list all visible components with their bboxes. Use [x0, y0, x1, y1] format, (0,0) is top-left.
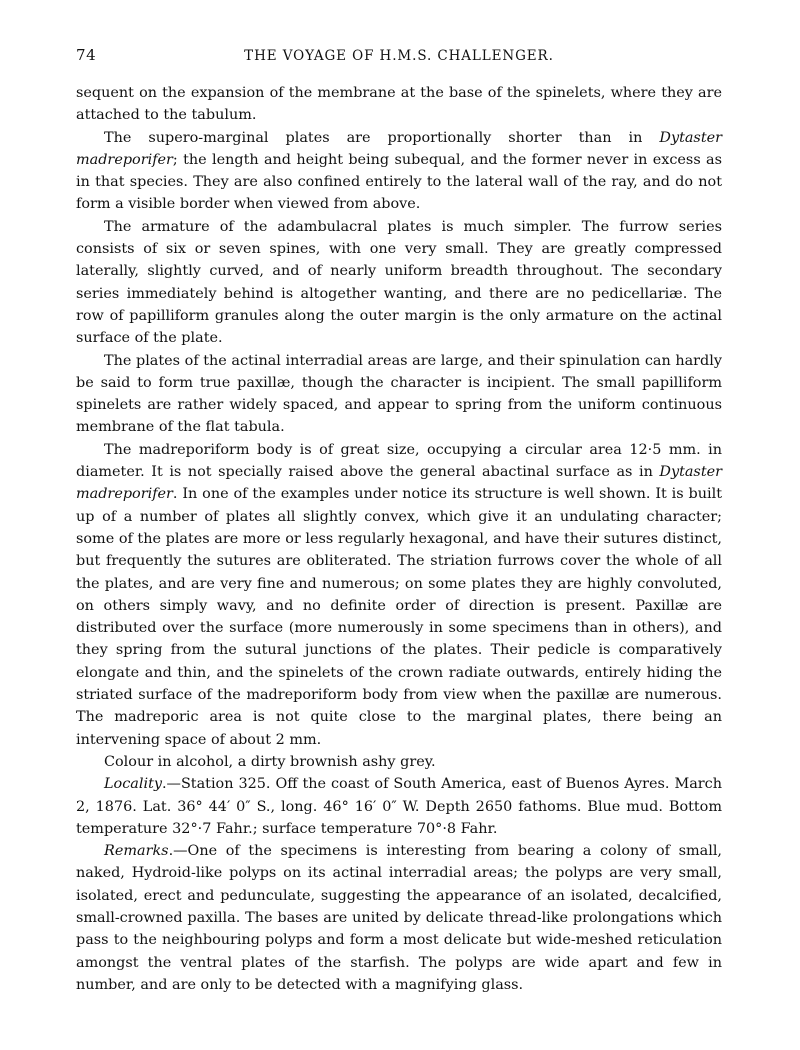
document-page: [76, 40, 722, 996]
running-title: THE VOYAGE OF H.M.S. CHALLENGER.: [244, 48, 554, 64]
body-text: [76, 82, 722, 996]
species-name: Dytaster madreporifer: [76, 464, 722, 503]
paragraph-locality: Locality.—Station 325. Off the coast of South America, east of Buenos Ayres. March 2, 1876. Lat. 36° 44′ 0″ S., long. 46° 16′ 0″ W. Depth 2650 fathoms. Blue mud. Bottom temperature 32°·7 Fahr.; surface temperature 70°·8 Fahr.: [76, 776, 722, 837]
page-number: 74: [76, 46, 97, 64]
paragraph-madreporiform: The madreporiform body is of great size, occupying a circular area 12·5 mm. in diameter. It is not specially raised above the general abactinal surface as in Dytaster madreporifer. In one of the examples under notice its structure is well shown. It is built up of a number of plates all slightly convex, which give it an undulating character; some of the plates are more or less regularly hexagonal, and have their sutures distinct, but frequently the sutures are obliterated. The striation furrows cover the whole of all the plates, and are very fine and numerous; on some plates they are highly convoluted, on others simply wavy, and no definite order of direction is present. Paxillæ are distributed over the surface (more numerously in some specimens than in others), and they spring from the sutural junctions of the plates. Their pedicle is comparatively elongate and thin, and the spinelets of the crown radiate outwards, entirely hiding the striated surface of the madreporiform body from view when the paxillæ are numerous. The madreporic area is not quite close to the marginal plates, there being an intervening space of about 2 mm.: [76, 441, 722, 748]
remarks-label: Remarks: [104, 843, 169, 860]
paragraph-continuation: sequent on the expansion of the membrane at the base of the spinelets, where they are attached to the tabulum.: [76, 85, 722, 124]
paragraph-supero-marginal: The supero-marginal plates are proportionally shorter than in Dytaster madreporifer; the length and height being subequal, and the former never in excess as in that species. They are also confined entirely to the lateral wall of the ray, and do not form a visible border when viewed from above.: [76, 129, 722, 213]
locality-label: Locality: [104, 776, 162, 793]
species-name: Dytaster madreporifer: [76, 129, 722, 168]
paragraph-remarks: Remarks.—One of the specimens is interesting from bearing a colony of small, naked, Hydroid-like polyps on its actinal interradial areas; the polyps are very small, isolated, erect and pedunculate, suggesting the appearance of an isolated, decalcified, small-crowned paxilla. The bases are united by delicate thread-like prolongations which pass to the neighbouring polyps and form a most delicate but wide-meshed reticulation amongst the ventral plates of the starfish. The polyps are wide apart and few in number, and are only to be detected with a magnifying glass.: [76, 843, 722, 993]
paragraph-actinal-plates: The plates of the actinal interradial areas are large, and their spinulation can hardly be said to form true paxillæ, though the character is incipient. The small papilliform spinelets are rather widely spaced, and appear to spring from the uniform continuous membrane of the flat tabula.: [76, 352, 722, 436]
page-header: [76, 40, 722, 66]
paragraph-adambulacral: The armature of the adambulacral plates is much simpler. The furrow series consists of six or seven spines, with one very small. They are greatly compressed laterally, slightly curved, and of nearly uniform breadth throughout. The secondary series immediately behind is altogether wanting, and there are no pedicellariæ. The row of papilliform granules along the outer margin is the only armature on the actinal surface of the plate.: [76, 218, 722, 347]
paragraph-colour: Colour in alcohol, a dirty brownish ashy grey.: [104, 753, 436, 770]
